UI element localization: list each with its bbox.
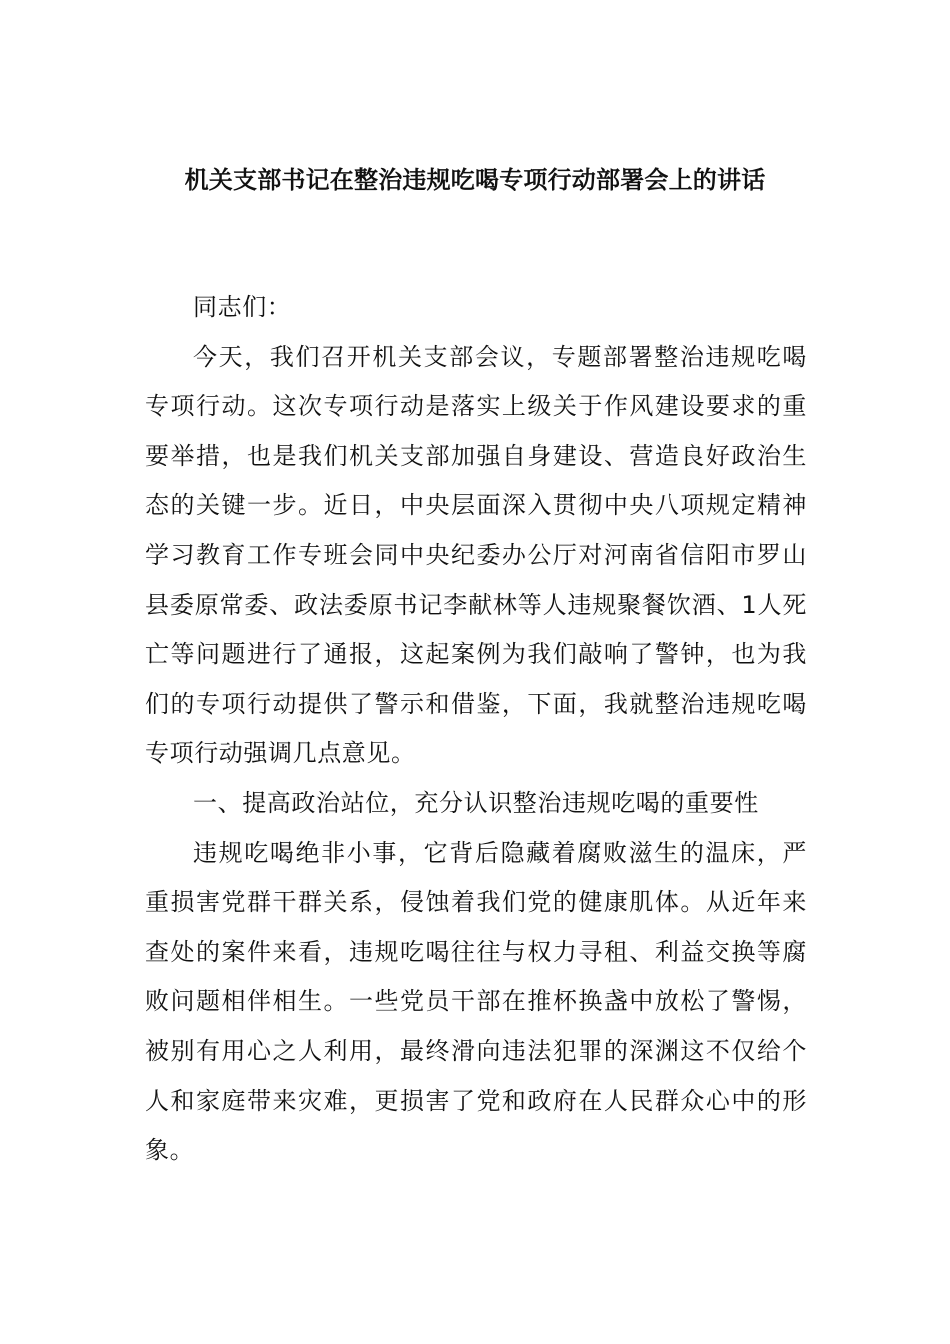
document-title: 机关支部书记在整治违规吃喝专项行动部署会上的讲话 — [184, 166, 766, 194]
paragraph-opening: 今天，我们召开机关支部会议，专题部署整治违规吃喝专项行动。这次专项行动是落实上级关于作风建设要求的重要举措，也是我们机关支部加强自身建设、营造良好政治生态的关键一步。近日，中央层面深入贯彻中央八项规定精神学习教育工作专班会同中央纪委办公厅对河南省信阳市罗山县委原常委、政法委原书记李献林等人违规聚餐饮酒、1人死亡等问题进行了通报，这起案例为我们敲响了警钟，也为我们的专项行动提供了警示和借鉴，下面，我就整治违规吃喝专项行动强调几点意见。 — [145, 342, 807, 768]
section-heading-1: 一、提高政治站位，充分认识整治违规吃喝的重要性 — [193, 788, 759, 817]
salutation: 同志们： — [193, 293, 292, 321]
paragraph-section-1: 违规吃喝绝非小事，它背后隐藏着腐败滋生的温床，严重损害党群干群关系，侵蚀着我们党的健康肌体。从近年来查处的案件来看，违规吃喝往往与权力寻租、利益交换等腐败问题相伴相生。一些党员干部在推杯换盏中放松了警惕，被别有用心之人利用，最终滑向违法犯罪的深渊这不仅给个人和家庭带来灾难，更损害了党和政府在人民群众心中的形象。 — [145, 838, 807, 1165]
document-body — [145, 283, 807, 1176]
